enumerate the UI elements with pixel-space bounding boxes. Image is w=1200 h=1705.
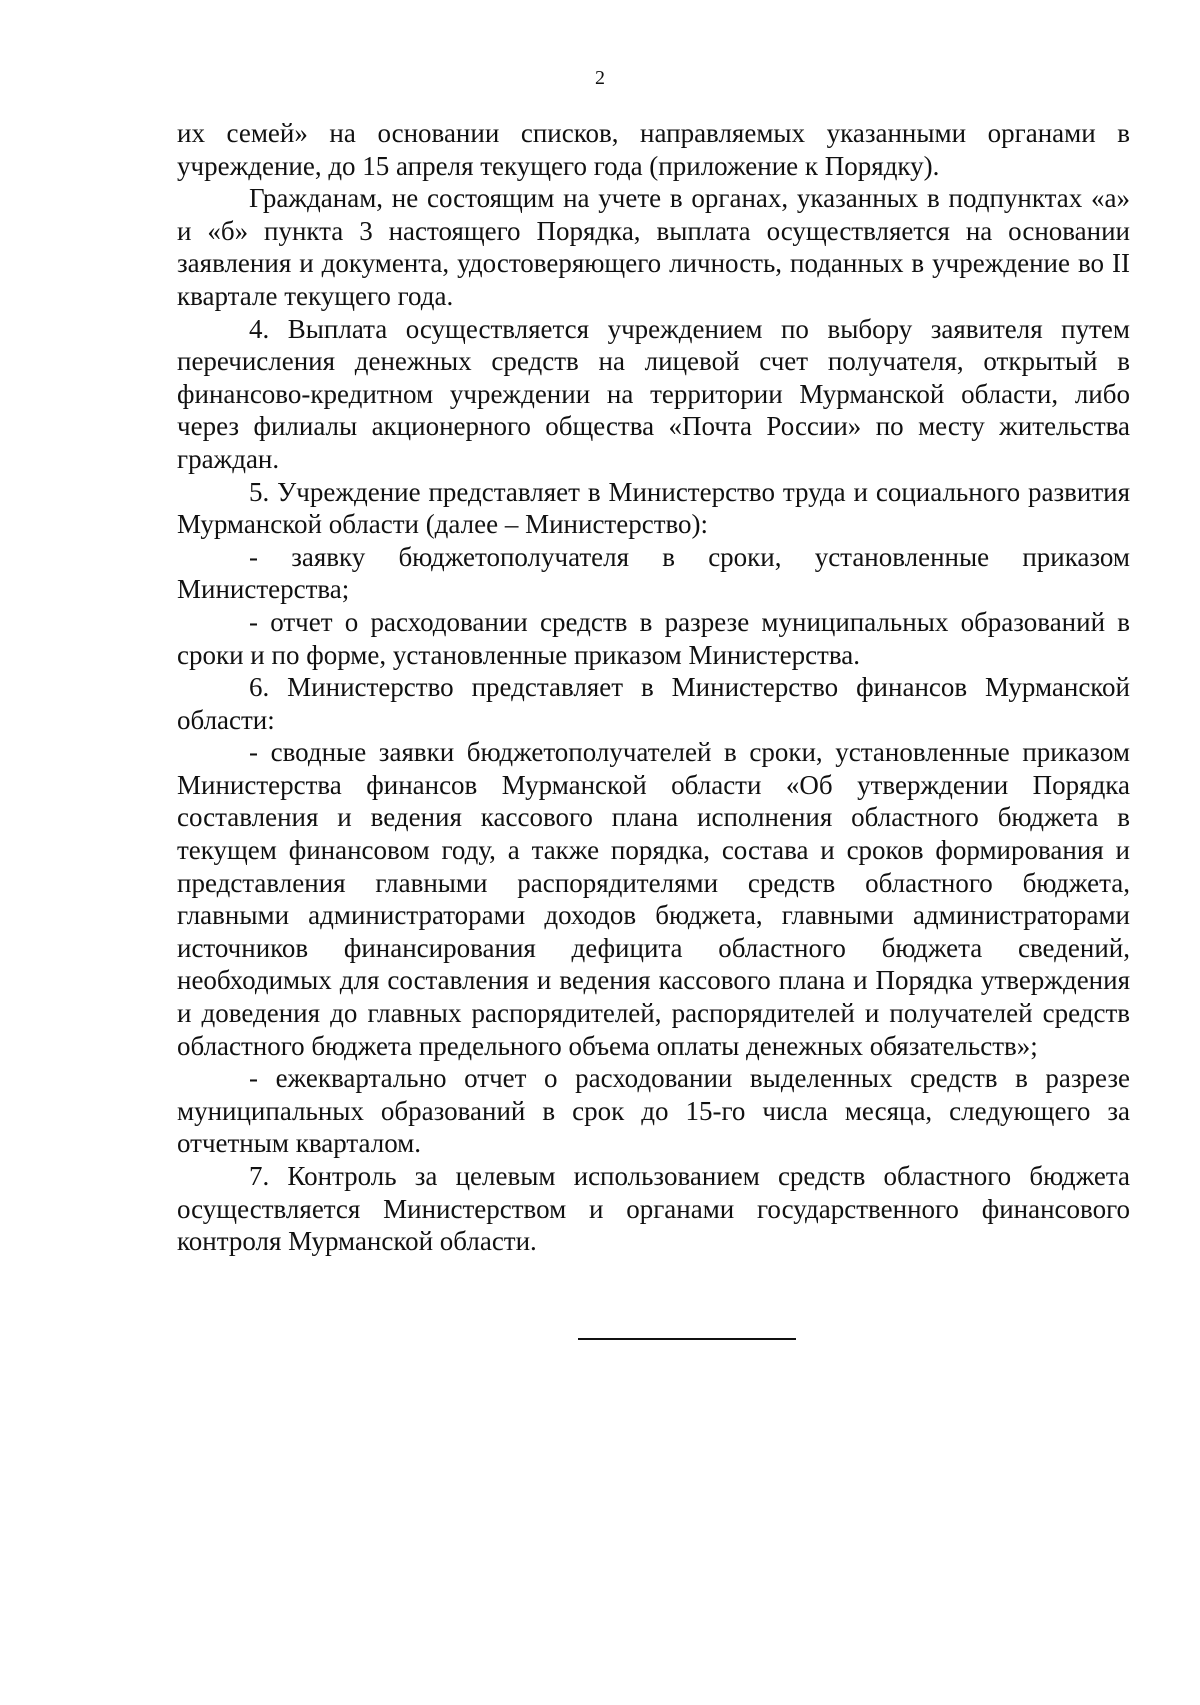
paragraph-item-6: 6. Министерство представляет в Министерство финансов Мурманской области: <box>177 672 1130 735</box>
paragraph-item-5: 5. Учреждение представляет в Министерство труда и социального развития Мурманской области (далее – Министерство): <box>177 476 1130 540</box>
list-item-budget-request: - заявку бюджетополучателя в сроки, установленные приказом Министерства; <box>177 541 1130 605</box>
paragraph-citizens-not-registered: Гражданам, не состоящим на учете в органах, указанных в подпунктах «а» и «б» пункта 3 настоящего Порядка, выплата осуществляется на основании заявления и документа, удостоверяющего личность, поданных в учреждение во II квартале текущего года. <box>177 183 1130 311</box>
list-item-quarterly-report: - ежеквартально отчет о расходовании выделенных средств в разрезе муниципальных образований в срок до 15-го числа месяца, следующего за отчетным кварталом. <box>177 1063 1130 1159</box>
end-separator-line <box>578 1338 796 1340</box>
list-item-consolidated-requests: - сводные заявки бюджетополучателей в сроки, установленные приказом Министерства финансов Мурманской области «Об утверждении Порядка составления и ведения кассового плана исполнения областного бюджета в текущем финансовом году, а также порядка, состава и сроков формирования и представления главными распорядителями средств областного бюджета, главными администраторами доходов бюджета, главными администраторами источников финансирования дефицита областного бюджета сведений, необходимых для составления и ведения кассового плана и Порядка утверждения и доведения до главных распорядителей, распорядителей и получателей средств областного бюджета предельного объема оплаты денежных обязательств»; <box>177 737 1130 1061</box>
paragraph-item-4: 4. Выплата осуществляется учреждением по выбору заявителя путем перечисления денежных средств на лицевой счет получателя, открытый в финансово-кредитном учреждении на территории Мурманской области, либо через филиалы акционерного общества «Почта России» по месту жительства граждан. <box>177 313 1130 474</box>
page-number: 2 <box>595 67 605 89</box>
document-body <box>177 117 1130 1258</box>
paragraph-item-7: 7. Контроль за целевым использованием средств областного бюджета осуществляется Министерством и органами государственного финансового контроля Мурманской области. <box>177 1161 1130 1257</box>
paragraph-continuation: их семей» на основании списков, направляемых указанными органами в учреждение, до 15 апреля текущего года (приложение к Порядку). <box>177 118 1130 181</box>
list-item-expense-report: - отчет о расходовании средств в разрезе муниципальных образований в сроки и по форме, установленные приказом Министерства. <box>177 606 1130 670</box>
